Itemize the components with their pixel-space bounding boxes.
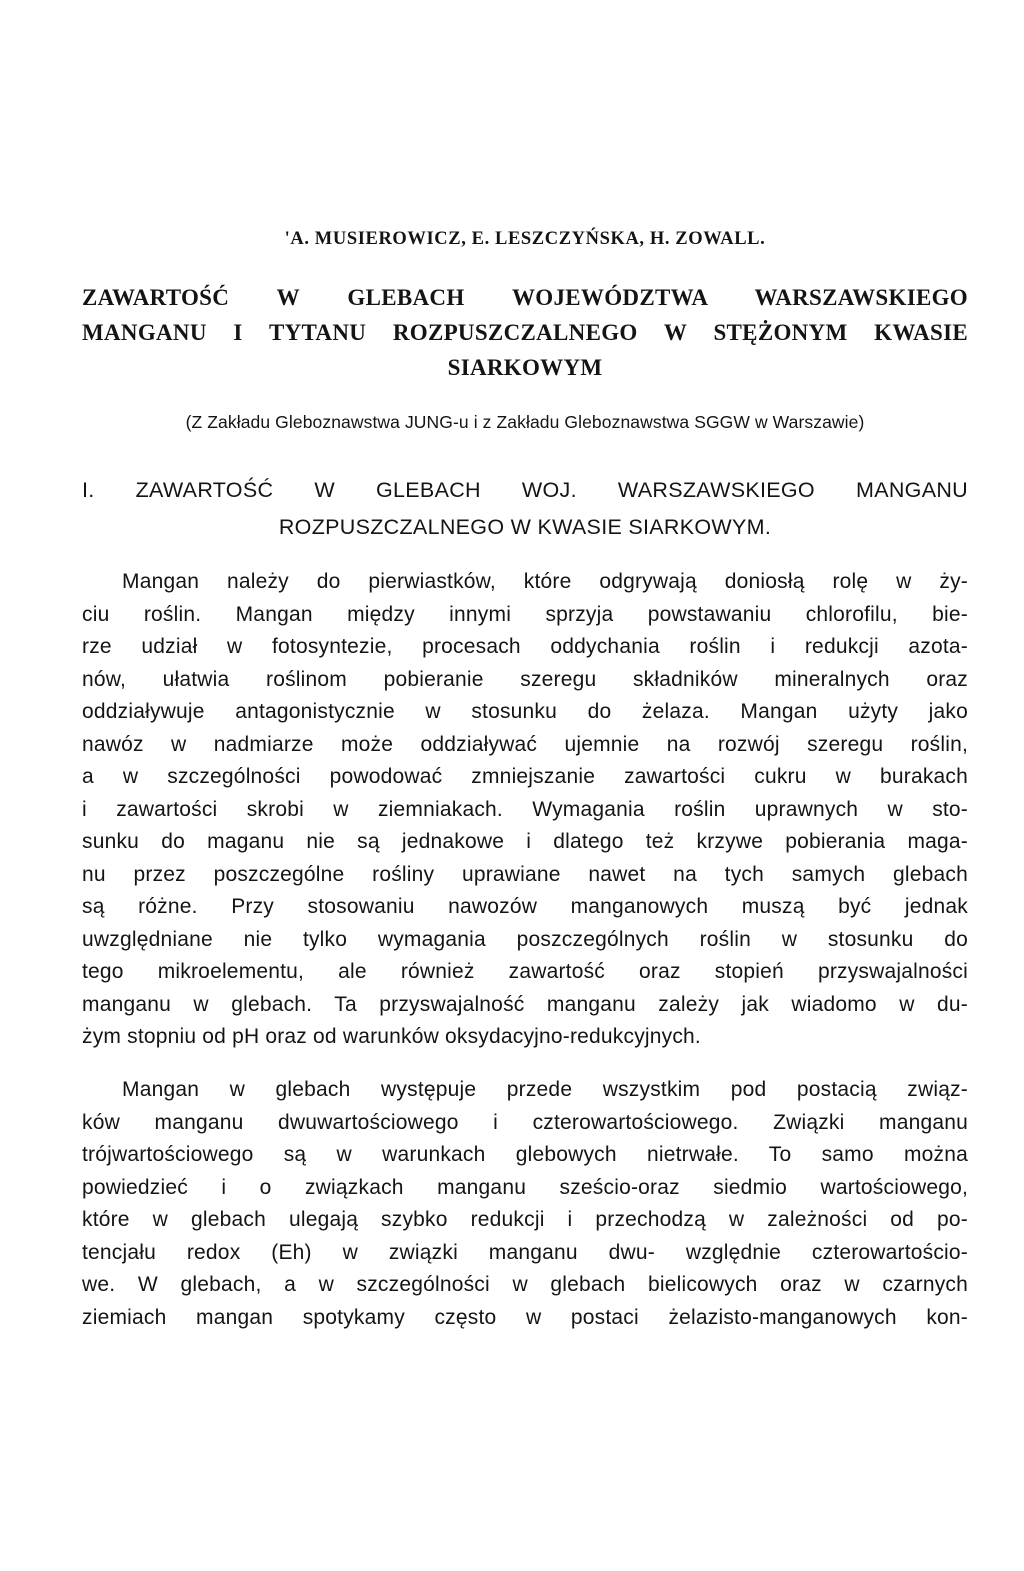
text-line: uwzględniane nie tylko wymagania poszczególnych roślin w stosunku do	[82, 927, 968, 951]
text-line: są różne. Przy stosowaniu nawozów manganowych muszą być jednak	[82, 895, 968, 918]
text-line: tego mikroelementu, ale również zawartość oraz stopień przyswajalności	[82, 960, 968, 983]
title-line-2: MANGANU I TYTANU ROZPUSZCZALNEGO W STĘŻONYM KWASIE	[82, 320, 968, 345]
text-line: żym stopniu od pH oraz od warunków oksydacyjno-redukcyjnych.	[82, 1025, 701, 1048]
paragraph-2	[82, 1074, 968, 1334]
section-heading-line-1: I. ZAWARTOŚĆ W GLEBACH WOJ. WARSZAWSKIEGO MANGANU	[82, 478, 968, 502]
article-title	[82, 280, 968, 385]
text-line: sunku do maganu nie są jednakowe i dlatego też krzywe pobierania maga-	[82, 830, 968, 853]
title-line-1: ZAWARTOŚĆ W GLEBACH WOJEWÓDZTWA WARSZAWSKIEGO	[82, 285, 968, 310]
text-line: nów, ułatwia roślinom pobieranie szeregu składników mineralnych oraz	[82, 667, 968, 691]
text-line: które w glebach ulegają szybko redukcji i przechodzą w zależności od po-	[82, 1208, 968, 1231]
text-line: nu przez poszczególne rośliny uprawiane nawet na tych samych glebach	[82, 862, 968, 886]
text-line: Mangan w glebach występuje przede wszystkim pod postacią związ-	[122, 1078, 968, 1101]
title-line-3: SIARKOWYM	[447, 355, 603, 380]
authors-line: 'A. MUSIEROWICZ, E. LESZCZYŃSKA, H. ZOWALL.	[284, 229, 766, 249]
text-line: manganu w glebach. Ta przyswajalność manganu zależy jak wiadomo w du-	[82, 992, 968, 1016]
text-line: trójwartościowego są w warunkach glebowych nietrwałe. To samo można	[82, 1143, 968, 1166]
text-line: ków manganu dwuwartościowego i czterowartościowego. Związki manganu	[82, 1110, 968, 1134]
text-line: ziemiach mangan spotykamy często w postaci żelazisto-manganowych kon-	[82, 1305, 968, 1329]
text-line: oddziaływuje antagonistycznie w stosunku do żelaza. Mangan użyty jako	[82, 700, 968, 723]
text-line: i zawartości skrobi w ziemniakach. Wymagania roślin uprawnych w sto-	[82, 797, 968, 821]
text-line: ciu roślin. Mangan między innymi sprzyja powstawaniu chlorofilu, bie-	[82, 602, 968, 626]
section-heading-line-2: ROZPUSZCZALNEGO W KWASIE SIARKOWYM.	[278, 515, 772, 539]
section-heading	[82, 472, 968, 546]
text-line: nawóz w nadmiarze może oddziaływać ujemnie na rozwój szeregu roślin,	[82, 732, 968, 756]
text-line: a w szczególności powodować zmniejszanie zawartości cukru w burakach	[82, 765, 968, 788]
text-line: tencjału redox (Eh) w związki manganu dwu- względnie czterowartościo-	[82, 1240, 968, 1264]
text-line: we. W glebach, a w szczególności w glebach bielicowych oraz w czarnych	[82, 1273, 968, 1296]
text-line: powiedzieć i o związkach manganu sześcio-oraz siedmio wartościowego,	[82, 1175, 968, 1199]
text-line: rze udział w fotosyntezie, procesach oddychania roślin i redukcji azota-	[82, 635, 968, 658]
text-line: Mangan należy do pierwiastków, które odgrywają doniosłą rolę w ży-	[122, 570, 968, 593]
paragraph-1	[82, 566, 968, 1054]
affiliation: (Z Zakładu Gleboznawstwa JUNG-u i z Zakładu Gleboznawstwa SGGW w Warszawie)	[185, 412, 865, 432]
